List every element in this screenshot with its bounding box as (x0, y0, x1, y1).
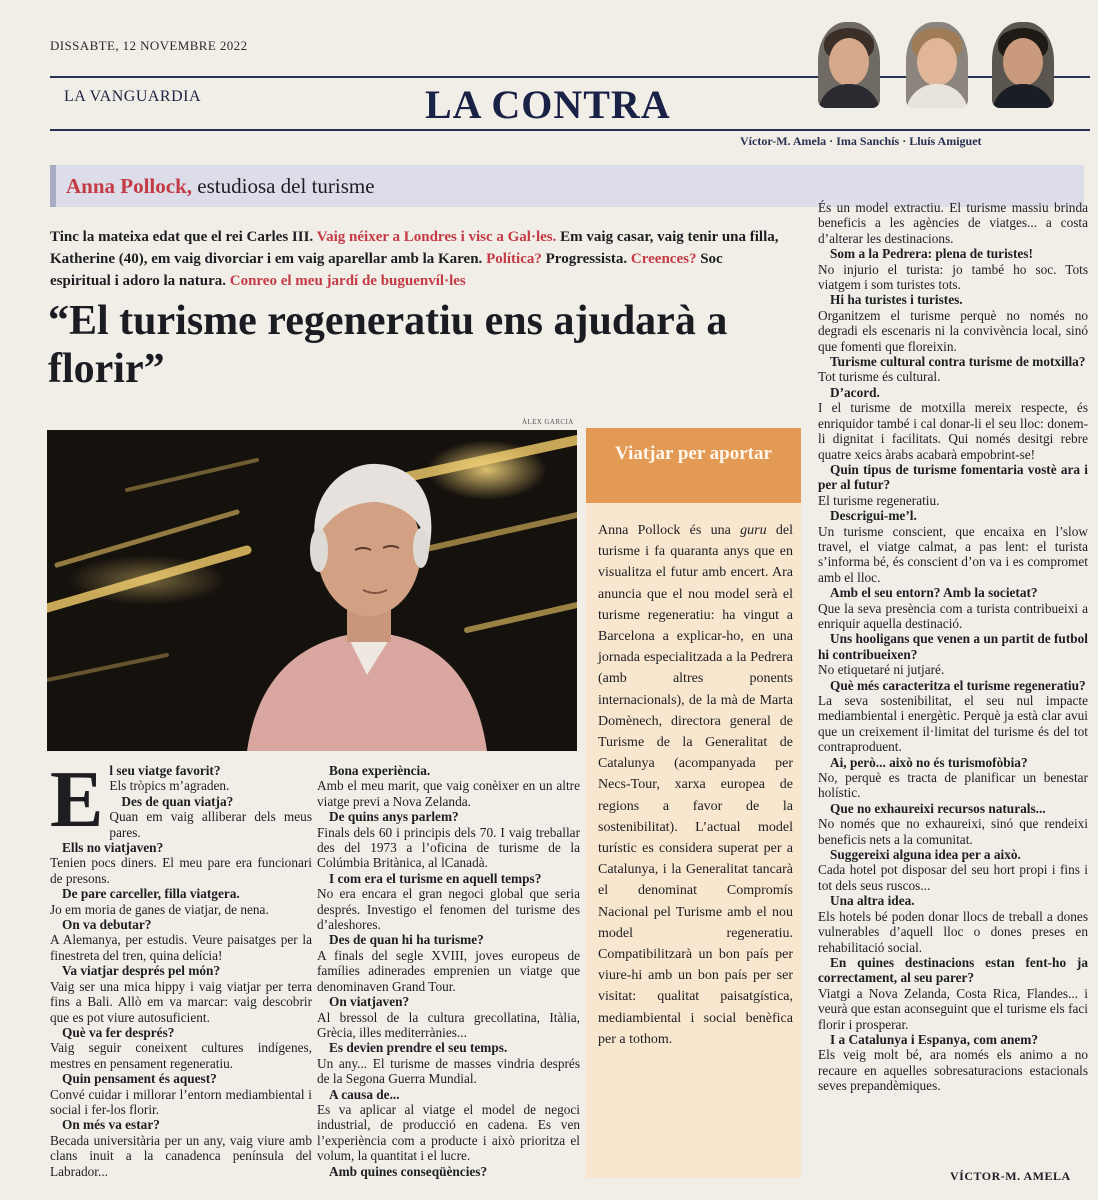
interview-question: De pare carceller, filla viatgera. (62, 886, 240, 902)
section-title: LA CONTRA (425, 82, 671, 127)
photo-credit: ÀLEX GARCIA (522, 418, 574, 426)
interview-question: Turisme cultural contra turisme de motxilla? (830, 354, 1086, 370)
interview-question: Bona experiència. (329, 763, 431, 778)
author-byline: Víctor-M. Amela · Ima Sanchís · Lluís Amiguet (740, 134, 982, 148)
interview-question: Des de quan viatja? (121, 793, 234, 809)
interview-column-3 (818, 200, 1088, 1094)
intro-answer: Progressista. (541, 251, 631, 267)
interview-answer: No només que no exhaureixi, sinó que rendeixi beneficis nets a la comunitat. (818, 816, 1088, 847)
interview-answer: A Alemanya, per estudis. Veure paisatges per la finestreta del tren, quina delícia! (50, 932, 312, 963)
interview-question: Ells no viatjaven? (62, 840, 164, 856)
interview-question: Ai, però... això no és turismofòbia? (830, 754, 1028, 770)
interview-answer: Tenien pocs diners. El meu pare era funcionari de presons. (50, 855, 312, 886)
author-photo-sanchis (906, 22, 968, 108)
interview-column-1 (50, 756, 312, 1179)
interview-answer: El turisme regeneratiu. (818, 492, 940, 508)
interview-answer: Un any... El turisme de masses vindria després de la Segona Guerra Mundial. (317, 1055, 580, 1087)
interview-answer: Vaig seguir coneixent cultures indígenes, mestres en pensament regeneratiu. (50, 1040, 312, 1071)
interview-answer: No injurio el turista: jo també ho soc. Tots viatgem i som turistes tots. (818, 261, 1088, 293)
interview-answer: Un turisme conscient, que encaixa en l’slow travel, el viatge calmat, a pas lent: el turista s’informa bé, és conscient d’on va i es compromet amb el lloc. (818, 523, 1088, 585)
interview-question: Una altra idea. (830, 893, 915, 909)
interview-question: Es devien prendre el seu temps. (329, 1040, 508, 1056)
interviewee-name: Anna Pollock, (66, 174, 193, 198)
sidebar-title: Viatjar per aportar (615, 443, 772, 464)
headline: “El turisme regeneratiu ens ajudarà a florir” (48, 298, 728, 392)
interview-question: l seu viatge favorit? (109, 763, 221, 778)
interview-question: Quin pensament és aquest? (62, 1071, 217, 1087)
intro-answer: Soc espiritual i adoro la natura. (50, 251, 723, 289)
interview-question: Uns hooligans que venen a un partit de futbol hi contribueixen? (818, 631, 1088, 662)
interviewee-heading (66, 174, 375, 199)
author-photo-amela (818, 22, 880, 108)
interview-question: En quines destinacions estan fent-ho ja correctament, al seu parer? (818, 954, 1088, 986)
interview-answer: Convé cuidar i millorar l’entorn mediambiental i social i fer-los florir. (50, 1086, 312, 1117)
intro-question: Política? (486, 251, 542, 267)
interview-question: Què més caracteritza el turisme regeneratiu? (830, 677, 1086, 693)
intro-profile (50, 226, 785, 292)
interview-question: On més va estar? (62, 1117, 160, 1133)
interview-answer: Tot turisme és cultural. (818, 369, 941, 385)
drop-cap: E (50, 756, 104, 844)
sidebar-text (598, 520, 793, 1050)
portrait-photo (47, 430, 577, 751)
interview-answer: Que la seva presència com a turista contribueixi a enriquir aquella destinació. (818, 600, 1088, 631)
interview-answer: Amb el meu marit, que vaig conèixer en un altre viatge previ a Nova Zelanda. (317, 778, 580, 809)
edition-date: DISSABTE, 12 NOVEMBRE 2022 (50, 38, 248, 53)
interview-question: Suggereixi alguna idea per a això. (830, 847, 1021, 863)
interview-answer: Viatgi a Nova Zelanda, Costa Rica, Flandes... i veurà que estan aconseguint que el turisme els faci florir i prosperar. (818, 985, 1088, 1032)
interview-answer: Els tròpics m’agraden. (109, 778, 230, 794)
author-signoff: VÍCTOR-M. AMELA (950, 1169, 1071, 1183)
interviewee-role: estudiosa del turisme (192, 174, 375, 198)
interview-question: I a Catalunya i Espanya, com anem? (830, 1031, 1038, 1047)
interview-answer: I el turisme de motxilla mereix respecte, és enriquidor també i cal donar-li el seu lloc: donem-li dignitat i facilitats. Qui només desitgi rebre quatre xeics àrabs acabarà empobrint-se! (818, 400, 1088, 462)
sidebar-text-start: Anna Pollock és una (598, 523, 741, 538)
interview-question: A causa de... (329, 1086, 400, 1102)
interview-answer: Finals dels 60 i principis dels 70. I vaig treballar des del 1973 a l’oficina de turisme de la Colúmbia Britànica, al lCanadà. (317, 824, 580, 871)
interview-answer: No etiquetaré ni jutjaré. (818, 662, 945, 678)
interview-answer: Els veig molt bé, ara només els animo a no recaure en aquelles sobresaturacions estacionals seves prepandèmiques. (818, 1047, 1088, 1094)
interview-answer: És un model extractiu. El turisme massiu brinda beneficis a les agències de viatges... a costa d’alterar les destinacions. (818, 200, 1088, 246)
interview-column-2 (317, 763, 580, 1179)
intro-question: Conreo el meu jardí de buguenvíl·les (229, 273, 466, 289)
intro-question: Vaig néixer a Londres i visc a Gal·les. (316, 229, 557, 245)
interview-question: Des de quan hi ha turisme? (329, 932, 484, 948)
interview-question: Que no exhaureixi recursos naturals... (830, 800, 1046, 816)
interview-question: Hi ha turistes i turistes. (830, 292, 963, 308)
interview-question: Som a la Pedrera: plena de turistes! (830, 246, 1033, 262)
interview-answer: Es va aplicar al viatge el model de negoci industrial, de producció en cadena. Es ven l’experiència com a producte i això prioritza el volum, la quantitat i el lucre. (317, 1101, 580, 1164)
intro-answer: Tinc la mateixa edat que el rei Carles III. (50, 229, 317, 245)
interview-answer: La seva sostenibilitat, el seu nul impacte mediambiental i energètic. Perquè ja està clar avui que un creixement il·limitat del turisme és del tot contraproduent. (818, 693, 1088, 755)
interview-question: Descrigui-me’l. (830, 508, 917, 524)
intro-answer: Em vaig casar, vaig tenir una filla, Katherine (40), em vaig divorciar i em vaig aparellar amb la Karen. (50, 229, 779, 267)
interview-question: On va debutar? (62, 917, 152, 933)
interview-answer: Els hotels bé poden donar llocs de treball a dones vulnerables d’aquell lloc o dones preses en rehabilitació social. (818, 908, 1088, 955)
interview-answer: Al bressol de la cultura grecollatina, Itàlia, Grècia, illes mediterrànies... (317, 1009, 580, 1040)
interview-answer: Cada hotel pot disposar del seu hort propi i fins i tot dels seus ruscos... (818, 862, 1088, 893)
interview-answer: No, perquè es tracta de planificar un benestar holístic. (818, 770, 1088, 801)
brand-logo[interactable]: LA VANGUARDIA (64, 88, 202, 105)
interview-question: On viatjaven? (329, 994, 410, 1010)
interview-question: Amb el seu entorn? Amb la societat? (830, 585, 1038, 601)
author-photo-amiguet (992, 22, 1054, 108)
interview-question: Va viatjar després pel món? (62, 963, 221, 979)
interview-answer: Becada universitària per un any, vaig viure amb clans inuit a la canadenca península del Labrador... (50, 1132, 312, 1179)
interview-answer: Jo em moria de ganes de viatjar, de nena. (50, 901, 269, 917)
interview-answer: No era encara el gran negoci global que seria després. Investigo el fenomen del turisme des d’aleshores. (317, 886, 580, 933)
interview-answer: Organitzem el turisme perquè no només no degradi els escenaris ni la convivència local, sinó que fomenti que floreixin. (818, 307, 1088, 354)
interview-question: Què va fer després? (62, 1024, 175, 1040)
interview-answer: Quan em vaig alliberar dels meus pares. (109, 809, 312, 840)
sidebar-text-emphasis: guru (740, 523, 767, 538)
interview-question: Amb quines conseqüències? (329, 1163, 488, 1179)
interview-question: Quin tipus de turisme fomentaria vostè ara i per al futur? (818, 461, 1088, 493)
intro-question: Creences? (630, 251, 697, 267)
interview-question: De quins anys parlem? (329, 809, 459, 825)
interview-question: I com era el turisme en aquell temps? (329, 870, 542, 886)
interview-question: D’acord. (830, 384, 880, 400)
interview-answer: A finals del segle XVIII, joves europeus de famílies adinerades emprenien un viatge que denominaven Grand Tour. (317, 947, 580, 994)
sidebar-text-rest: del turisme i fa quaranta anys que en visualitza el futur amb encert. Ara anuncia que el nou model serà el turisme regeneratiu: ha vingut a Barcelona a explicar-ho, en una jornada especialitzada a la Pedrera (amb altres ponents internacionals), de la mà de Marta Domènech, directora general de Turisme de la Generalitat de Catalunya (acompanyada per Necs-Tour, xarxa europea de regions a favor de la sostenibilitat). L’actual model turístic es considera superat per a Catalunya, i la Generalitat tancarà el denominat Compromís Nacional pel Turisme amb el nou model regeneratiu. Compatibilitzarà un bon país per viure-hi amb un bon país per ser visitat: qualitat paisatgística, mediambiental i social benèfica per a tothom. (598, 523, 794, 1047)
interview-answer: Vaig ser una mica hippy i vaig viatjar per terra fins a Bali. Allò em va marcar: vaig descobrir que es pot viure autosuficient. (50, 978, 312, 1025)
